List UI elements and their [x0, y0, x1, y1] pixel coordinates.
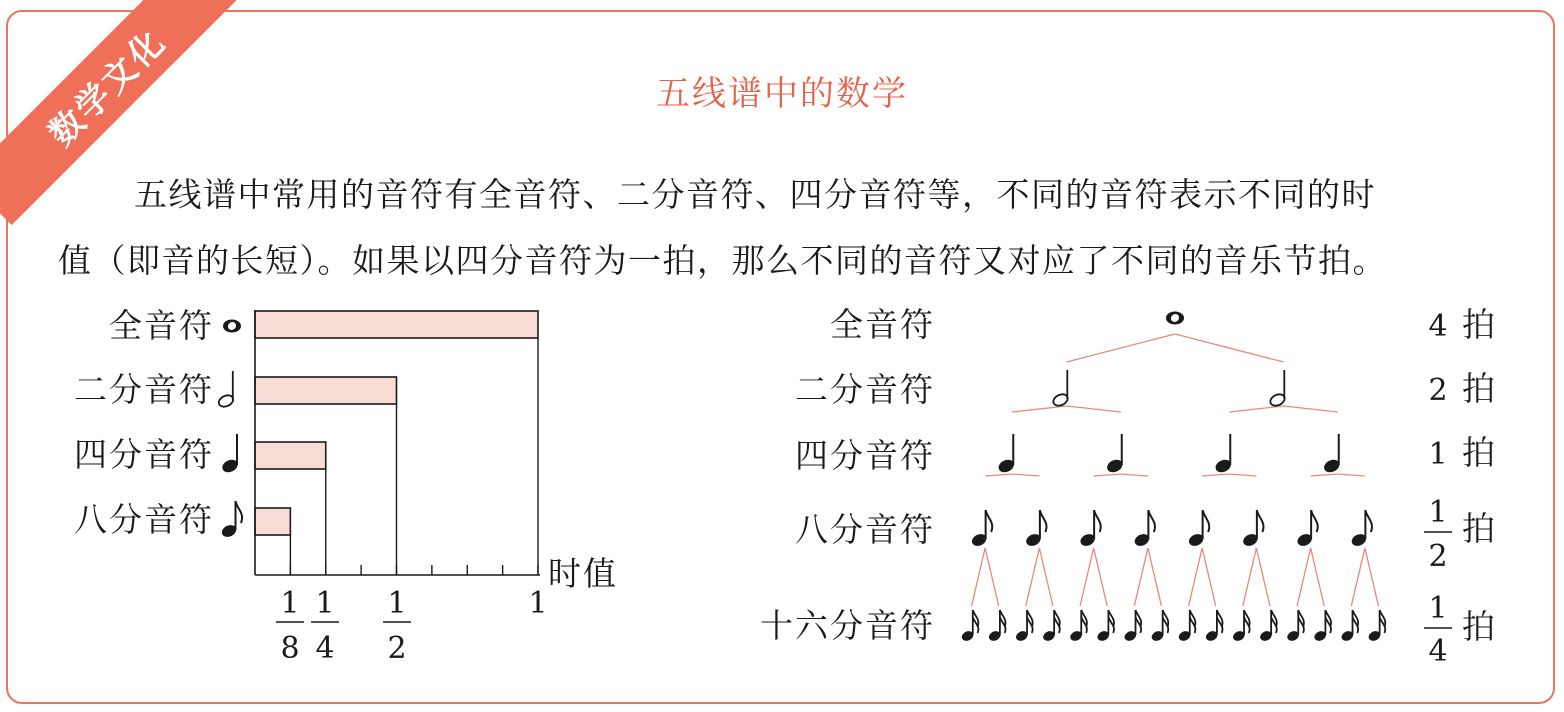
tree-branch — [1229, 474, 1256, 476]
tree-branch — [985, 548, 999, 606]
sixteenth-note-icon — [1096, 610, 1114, 643]
eighth-note-icon — [970, 510, 992, 548]
half-note-icon — [1269, 370, 1287, 408]
beat-eighth-den: 2 — [1428, 539, 1448, 574]
sixteenth-note-icon — [1204, 610, 1222, 643]
tree-branch — [1094, 548, 1108, 606]
sixteenth-note-icon — [1014, 610, 1032, 643]
bar-4 — [255, 508, 290, 535]
sixteenth-note-icon — [1340, 610, 1358, 643]
beat-unit-whole: 拍 — [1462, 305, 1497, 344]
corner-badge: 数学文化 — [0, 0, 245, 225]
eighth-note-icon — [220, 501, 242, 539]
beat-quarter: 1 — [1428, 437, 1448, 472]
row-label-eighth: 八分音符 — [795, 510, 935, 549]
tree-branch — [1202, 474, 1229, 476]
tree-branch — [1202, 548, 1216, 606]
tree-branch — [985, 474, 1012, 476]
sixteenth-note-icon — [1177, 610, 1195, 643]
sixteenth-note-icon — [1042, 610, 1060, 643]
tree-branch — [1039, 548, 1053, 606]
left-label-eighth: 八分音符 — [74, 500, 214, 539]
beat-unit-half: 拍 — [1462, 369, 1497, 408]
quarter-note-icon — [997, 434, 1016, 475]
row-label-whole: 全音符 — [830, 305, 935, 344]
beat-sixteenth-den: 4 — [1428, 634, 1448, 669]
beat-whole: 4 — [1428, 309, 1448, 344]
sixteenth-note-icon — [1313, 610, 1331, 643]
beat-unit-eighth: 拍 — [1462, 509, 1497, 548]
x-axis-label: 时值 — [548, 554, 618, 593]
tick-label-1-2-den: 2 — [387, 631, 407, 666]
eighth-note-icon — [1187, 510, 1209, 548]
tree-branch — [1351, 548, 1365, 606]
row-label-half: 二分音符 — [795, 370, 935, 409]
tree-lines — [972, 334, 1379, 606]
tree-branch — [1094, 474, 1121, 476]
beat-eighth-num: 1 — [1428, 495, 1448, 530]
right-figure — [760, 305, 1497, 669]
tree-branch — [1175, 334, 1284, 362]
tree-branch — [1012, 474, 1039, 476]
tree-branch — [1311, 548, 1325, 606]
sixteenth-note-icon — [1367, 610, 1385, 643]
bar-group — [255, 311, 538, 575]
left-label-whole: 全音符 — [109, 306, 214, 345]
tree-branch — [1243, 548, 1257, 606]
beat-unit-sixteenth: 拍 — [1462, 607, 1497, 646]
tree-branch — [1284, 406, 1338, 412]
tree-branch — [1229, 406, 1283, 412]
quarter-note-icon — [1214, 434, 1233, 475]
left-label-quarter: 四分音符 — [74, 435, 214, 474]
eighth-note-icon — [1241, 510, 1263, 548]
sixteenth-note-icon — [1231, 610, 1249, 643]
paragraph-line-1: 五线谱中常用的音符有全音符、二分音符、四分音符等，不同的音符表示不同的时 — [134, 175, 1376, 214]
eighth-note-icon — [1079, 510, 1101, 548]
tick-label-1-2-num: 1 — [387, 586, 407, 621]
tick-label-1-8-num: 1 — [280, 586, 300, 621]
tree-branch — [1012, 406, 1066, 412]
tree-branch — [1121, 474, 1148, 476]
whole-note-icon — [223, 320, 241, 333]
whole-note-icon — [1166, 312, 1184, 325]
bar-3 — [255, 442, 326, 469]
quarter-note-icon — [220, 434, 239, 475]
bar-2 — [255, 377, 397, 404]
tick-label-1: 1 — [528, 586, 548, 621]
row-label-quarter: 四分音符 — [795, 436, 935, 475]
quarter-note-icon — [1322, 434, 1341, 475]
tree-branch — [1134, 548, 1148, 606]
beat-unit-quarter: 拍 — [1462, 433, 1497, 472]
half-note-icon — [1052, 370, 1070, 408]
paragraph-line-2: 值（即音的长短）。如果以四分音符为一拍，那么不同的音符又对应了不同的音乐节拍。 — [58, 241, 1387, 280]
tree-branch — [1080, 548, 1094, 606]
page-title: 五线谱中的数学 — [656, 74, 908, 114]
tree-branch — [972, 548, 986, 606]
tree-branch — [1338, 474, 1365, 476]
tick-label-1-4-den: 4 — [315, 631, 335, 666]
row-label-sixteenth: 十六分音符 — [760, 606, 935, 645]
sixteenth-note-icon — [1150, 610, 1168, 643]
sixteenth-note-icon — [960, 610, 978, 643]
bar-1 — [255, 311, 538, 338]
tree-branch — [1067, 406, 1121, 412]
eighth-note-icon — [1024, 510, 1046, 548]
tree-branch — [1189, 548, 1203, 606]
tree-branch — [1311, 474, 1338, 476]
tick-label-1-4-num: 1 — [315, 586, 335, 621]
quarter-note-icon — [1105, 434, 1124, 475]
sixteenth-note-icon — [1286, 610, 1304, 643]
tick-label-1-8-den: 8 — [280, 631, 300, 666]
left-label-half: 二分音符 — [74, 370, 214, 409]
half-note-icon — [217, 371, 235, 409]
tree-branch — [1256, 548, 1270, 606]
tree-branch — [1297, 548, 1311, 606]
eighth-note-icon — [1296, 510, 1318, 548]
x-axis-ticks — [290, 565, 538, 575]
eighth-note-icon — [1133, 510, 1155, 548]
tree-branch — [1365, 548, 1379, 606]
tree-branch — [1026, 548, 1040, 606]
sixteenth-note-icon — [1123, 610, 1141, 643]
sixteenth-note-icon — [987, 610, 1005, 643]
left-figure — [74, 306, 618, 666]
tree-branch — [1148, 548, 1162, 606]
sixteenth-note-icon — [1069, 610, 1087, 643]
beat-half: 2 — [1428, 373, 1448, 408]
tree-branch — [1067, 334, 1176, 362]
eighth-note-icon — [1350, 510, 1372, 548]
sixteenth-note-icon — [1259, 610, 1277, 643]
beat-sixteenth-num: 1 — [1428, 591, 1448, 626]
